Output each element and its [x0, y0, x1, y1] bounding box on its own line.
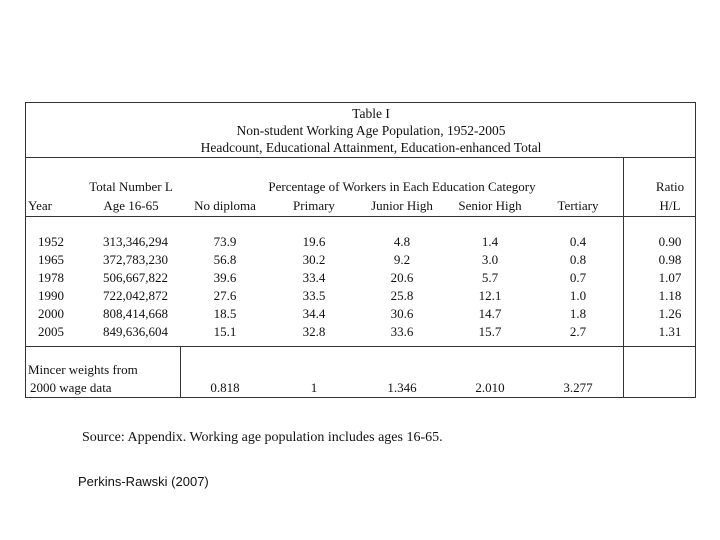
table-subtitle-1: Non-student Working Age Population, 1952-2005: [236, 123, 506, 138]
header-total-line2: Age 16-65: [103, 198, 159, 213]
table-row-junior-high: 9.2: [393, 252, 411, 267]
table-row-total: 722,042,872: [103, 288, 168, 303]
table-row-primary: 19.6: [302, 234, 326, 249]
ratio-column-divider: [623, 157, 624, 398]
mincer-junior-high: 1.346: [387, 380, 417, 395]
table-row-tertiary: 0.7: [569, 270, 587, 285]
header-tertiary: Tertiary: [557, 198, 599, 213]
table-row-ratio: 1.18: [658, 288, 682, 303]
mincer-label-line2: 2000 wage data: [30, 380, 112, 395]
source-note: Source: Appendix. Working age population includes ages 16-65.: [82, 430, 443, 445]
table-row-primary: 30.2: [302, 252, 326, 267]
table-row-senior-high: 15.7: [478, 324, 502, 339]
table-row-year: 1978: [38, 270, 64, 285]
table-row-year: 1990: [38, 288, 64, 303]
table-row-tertiary: 0.4: [569, 234, 587, 249]
table-row-tertiary: 2.7: [569, 324, 587, 339]
table-row-junior-high: 25.8: [390, 288, 414, 303]
table-row-tertiary: 1.0: [569, 288, 587, 303]
table-row-ratio: 1.26: [658, 306, 682, 321]
table-row-junior-high: 30.6: [390, 306, 414, 321]
mincer-label-line1: Mincer weights from: [28, 362, 138, 377]
table-row-primary: 34.4: [302, 306, 326, 321]
mincer-tertiary: 3.277: [563, 380, 593, 395]
header-no-diploma: No diploma: [194, 198, 256, 213]
table-row-total: 372,783,230: [103, 252, 168, 267]
table-row-year: 2005: [38, 324, 64, 339]
credit-text: Perkins-Rawski (2007): [78, 474, 209, 489]
table-row-ratio: 0.90: [658, 234, 682, 249]
mincer-no-diploma: 0.818: [210, 380, 240, 395]
table-row-no-diploma: 56.8: [213, 252, 237, 267]
table-row-primary: 32.8: [302, 324, 326, 339]
header-junior-high: Junior High: [371, 198, 433, 213]
table-row-year: 2000: [38, 306, 64, 321]
table-row-senior-high: 14.7: [478, 306, 502, 321]
mincer-primary: 1: [310, 380, 318, 395]
table-row-total: 313,346,294: [103, 234, 168, 249]
table-row-total: 849,636,604: [103, 324, 168, 339]
table-row-no-diploma: 73.9: [213, 234, 237, 249]
table-row-total: 506,667,822: [103, 270, 168, 285]
left-column-divider: [180, 346, 181, 398]
table-row-senior-high: 3.0: [481, 252, 499, 267]
table-row-year: 1952: [38, 234, 64, 249]
table-row-tertiary: 1.8: [569, 306, 587, 321]
table-row-junior-high: 33.6: [390, 324, 414, 339]
header-year: Year: [28, 198, 52, 213]
body-divider: [25, 346, 696, 347]
table-row-primary: 33.4: [302, 270, 326, 285]
table-row-ratio: 1.07: [658, 270, 682, 285]
table-row-tertiary: 0.8: [569, 252, 587, 267]
table-row-no-diploma: 39.6: [213, 270, 237, 285]
table-row-no-diploma: 27.6: [213, 288, 237, 303]
header-primary: Primary: [293, 198, 335, 213]
table-subtitle-2: Headcount, Educational Attainment, Education-enhanced Total: [200, 140, 542, 155]
table-row-senior-high: 1.4: [481, 234, 499, 249]
mincer-senior-high: 2.010: [475, 380, 505, 395]
table-row-ratio: 1.31: [658, 324, 682, 339]
table-row-junior-high: 4.8: [393, 234, 411, 249]
table-row-senior-high: 12.1: [478, 288, 502, 303]
header-total-line1: Total Number L: [89, 179, 173, 194]
header-divider: [25, 216, 696, 217]
table-row-no-diploma: 18.5: [213, 306, 237, 321]
table-row-junior-high: 20.6: [390, 270, 414, 285]
table-row-year: 1965: [38, 252, 64, 267]
title-divider: [25, 157, 696, 158]
table-row-senior-high: 5.7: [481, 270, 499, 285]
header-pct-group: Percentage of Workers in Each Education Category: [268, 179, 536, 194]
header-ratio-line2: H/L: [659, 198, 681, 213]
table-row-primary: 33.5: [302, 288, 326, 303]
table-row-total: 808,414,668: [103, 306, 168, 321]
table-row-ratio: 0.98: [658, 252, 682, 267]
header-senior-high: Senior High: [458, 198, 522, 213]
table-row-no-diploma: 15.1: [213, 324, 237, 339]
header-ratio-line1: Ratio: [655, 179, 685, 194]
table-title: Table I: [352, 106, 390, 121]
